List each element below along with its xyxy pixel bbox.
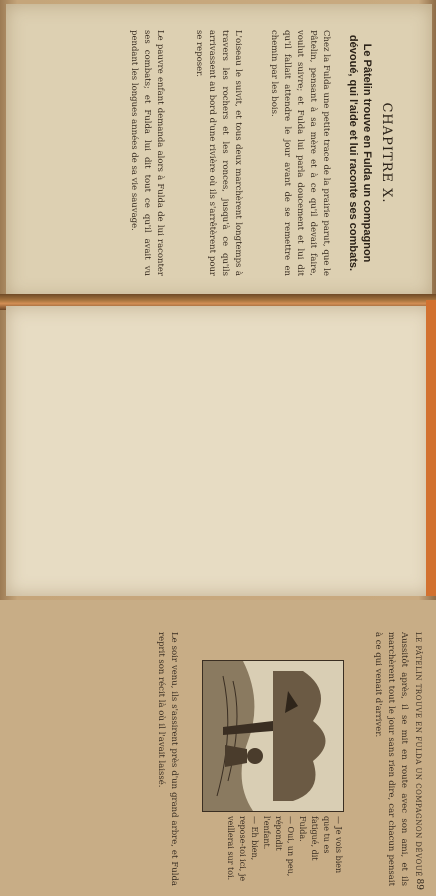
paragraph: Chez la Fulda une petite trace de la prairie parut, que le Pâtelin, pensant à sa mère et à ce qu'il devait faire, voulut suivre; et Fulda lui parla doucement et lui dit qu'il fallait attendre le jour avant de se remettre en chemin par les bois. (269, 30, 331, 276)
paragraph: Le soir venu, ils s'assirent près d'un grand arbre, et Fulda reprit son récit là où il l'avait laissé. (156, 632, 179, 886)
paragraph: Aussitôt après, il se mit en route avec son ami, et ils marchèrent tout le jour sans rien dire, car chacun pensait à ce qui venait d'arriver. (373, 632, 409, 886)
chapter-heading: Le Pâtelin trouve en Fulda un compagnon dévoué, qui l'aide et lui raconte ses combats. (347, 34, 373, 272)
top-page (6, 4, 432, 298)
dialogue-line: — Eh bien, repose-toi ici, je veillerai sur toi. (226, 816, 259, 882)
top-page-content (26, 18, 426, 288)
bottom-page-content (26, 620, 426, 896)
running-head: LE PÂTELIN TROUVE EN FULDA UN COMPAGNON DÉVOUÉ (414, 632, 422, 877)
chapter-title: CHAPITRE X. (379, 102, 394, 204)
page-number: 89 (414, 878, 424, 890)
paragraph: Le pauvre enfant demanda alors à Fulda de lui raconter ses combats; et Fulda lui dit tout ce qu'il avait vu pendant les longues années de sa vie sauvage. (129, 30, 165, 276)
paragraph: L'oiseau le suivit, et tous deux marchèrent longtemps à travers les rochers et les ronces, jusqu'à ce qu'ils arrivassent au bord d'une rivière où ils s'arrêtèrent pour se reposer. (194, 30, 243, 276)
bottom-page (6, 306, 432, 890)
dialogue-column (224, 816, 344, 886)
dialogue-line: — Je vois bien que tu es fatigué, dit Fulda. (298, 816, 343, 874)
page-edge (426, 300, 436, 596)
engraving-illustration (202, 660, 344, 812)
forest-scene-image (203, 661, 343, 811)
dialogue-line: — Oui, un peu, répondit l'enfant. (262, 816, 295, 877)
